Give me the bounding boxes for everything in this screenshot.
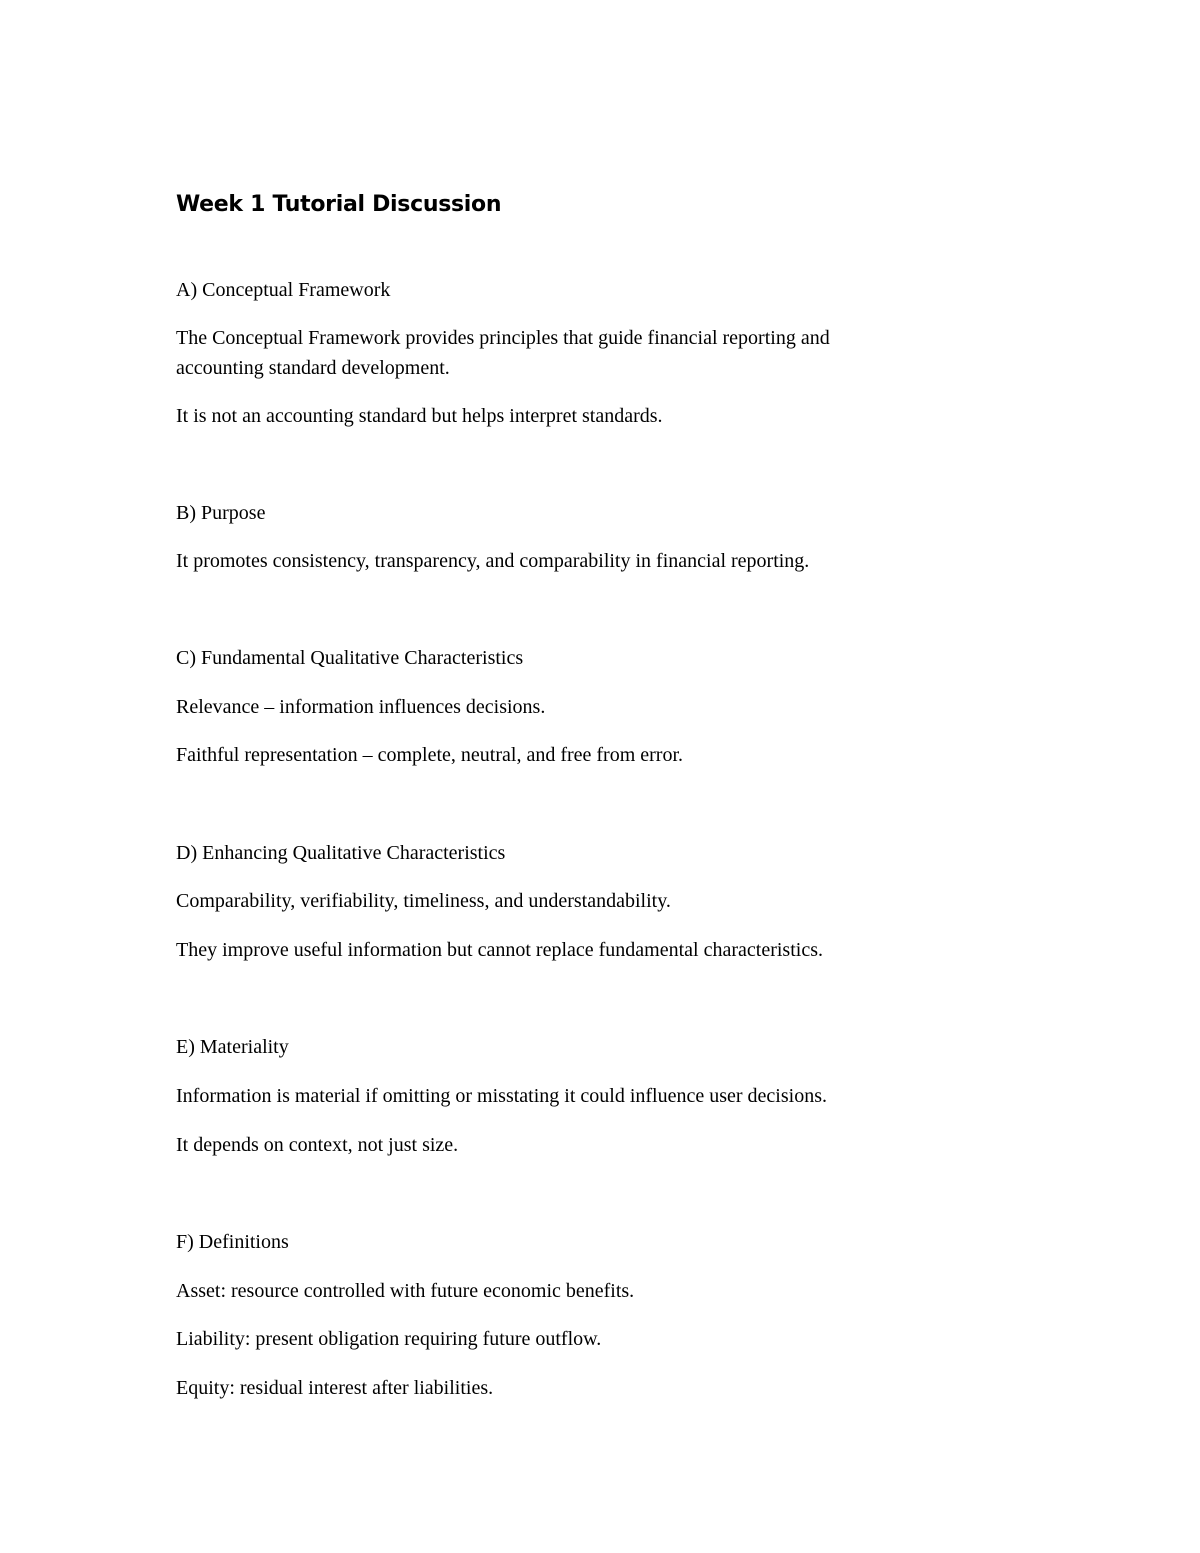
section-heading-materiality: E) Materiality: [176, 1036, 289, 1058]
paragraph-line: They improve useful information but cannot replace fundamental characteristics.: [176, 939, 823, 961]
section-heading-conceptual-framework: A) Conceptual Framework: [176, 279, 391, 301]
paragraph-line: It is not an accounting standard but helps interpret standards.: [176, 405, 663, 427]
paragraph-line: Comparability, verifiability, timeliness, and understandability.: [176, 890, 671, 912]
paragraph-line: Faithful representation – complete, neutral, and free from error.: [176, 744, 684, 766]
paragraph-line: Equity: residual interest after liabilities.: [176, 1377, 494, 1399]
paragraph-line: accounting standard development.: [176, 357, 450, 379]
section-heading-definitions: F) Definitions: [176, 1231, 289, 1253]
paragraph-line: It promotes consistency, transparency, and comparability in financial reporting.: [176, 550, 810, 572]
paragraph-line: Asset: resource controlled with future economic benefits.: [176, 1280, 635, 1302]
document-title: Week 1 Tutorial Discussion: [176, 192, 502, 217]
section-heading-purpose: B) Purpose: [176, 502, 266, 524]
paragraph-line: Relevance – information influences decisions.: [176, 696, 546, 718]
paragraph-line: It depends on context, not just size.: [176, 1134, 459, 1156]
paragraph-line: The Conceptual Framework provides principles that guide financial reporting and: [176, 327, 830, 349]
section-heading-enhancing-characteristics: D) Enhancing Qualitative Characteristics: [176, 842, 506, 864]
section-heading-fundamental-characteristics: C) Fundamental Qualitative Characteristics: [176, 647, 524, 669]
paragraph-line: Information is material if omitting or misstating it could influence user decisions.: [176, 1085, 827, 1107]
paragraph-line: Liability: present obligation requiring future outflow.: [176, 1328, 602, 1350]
